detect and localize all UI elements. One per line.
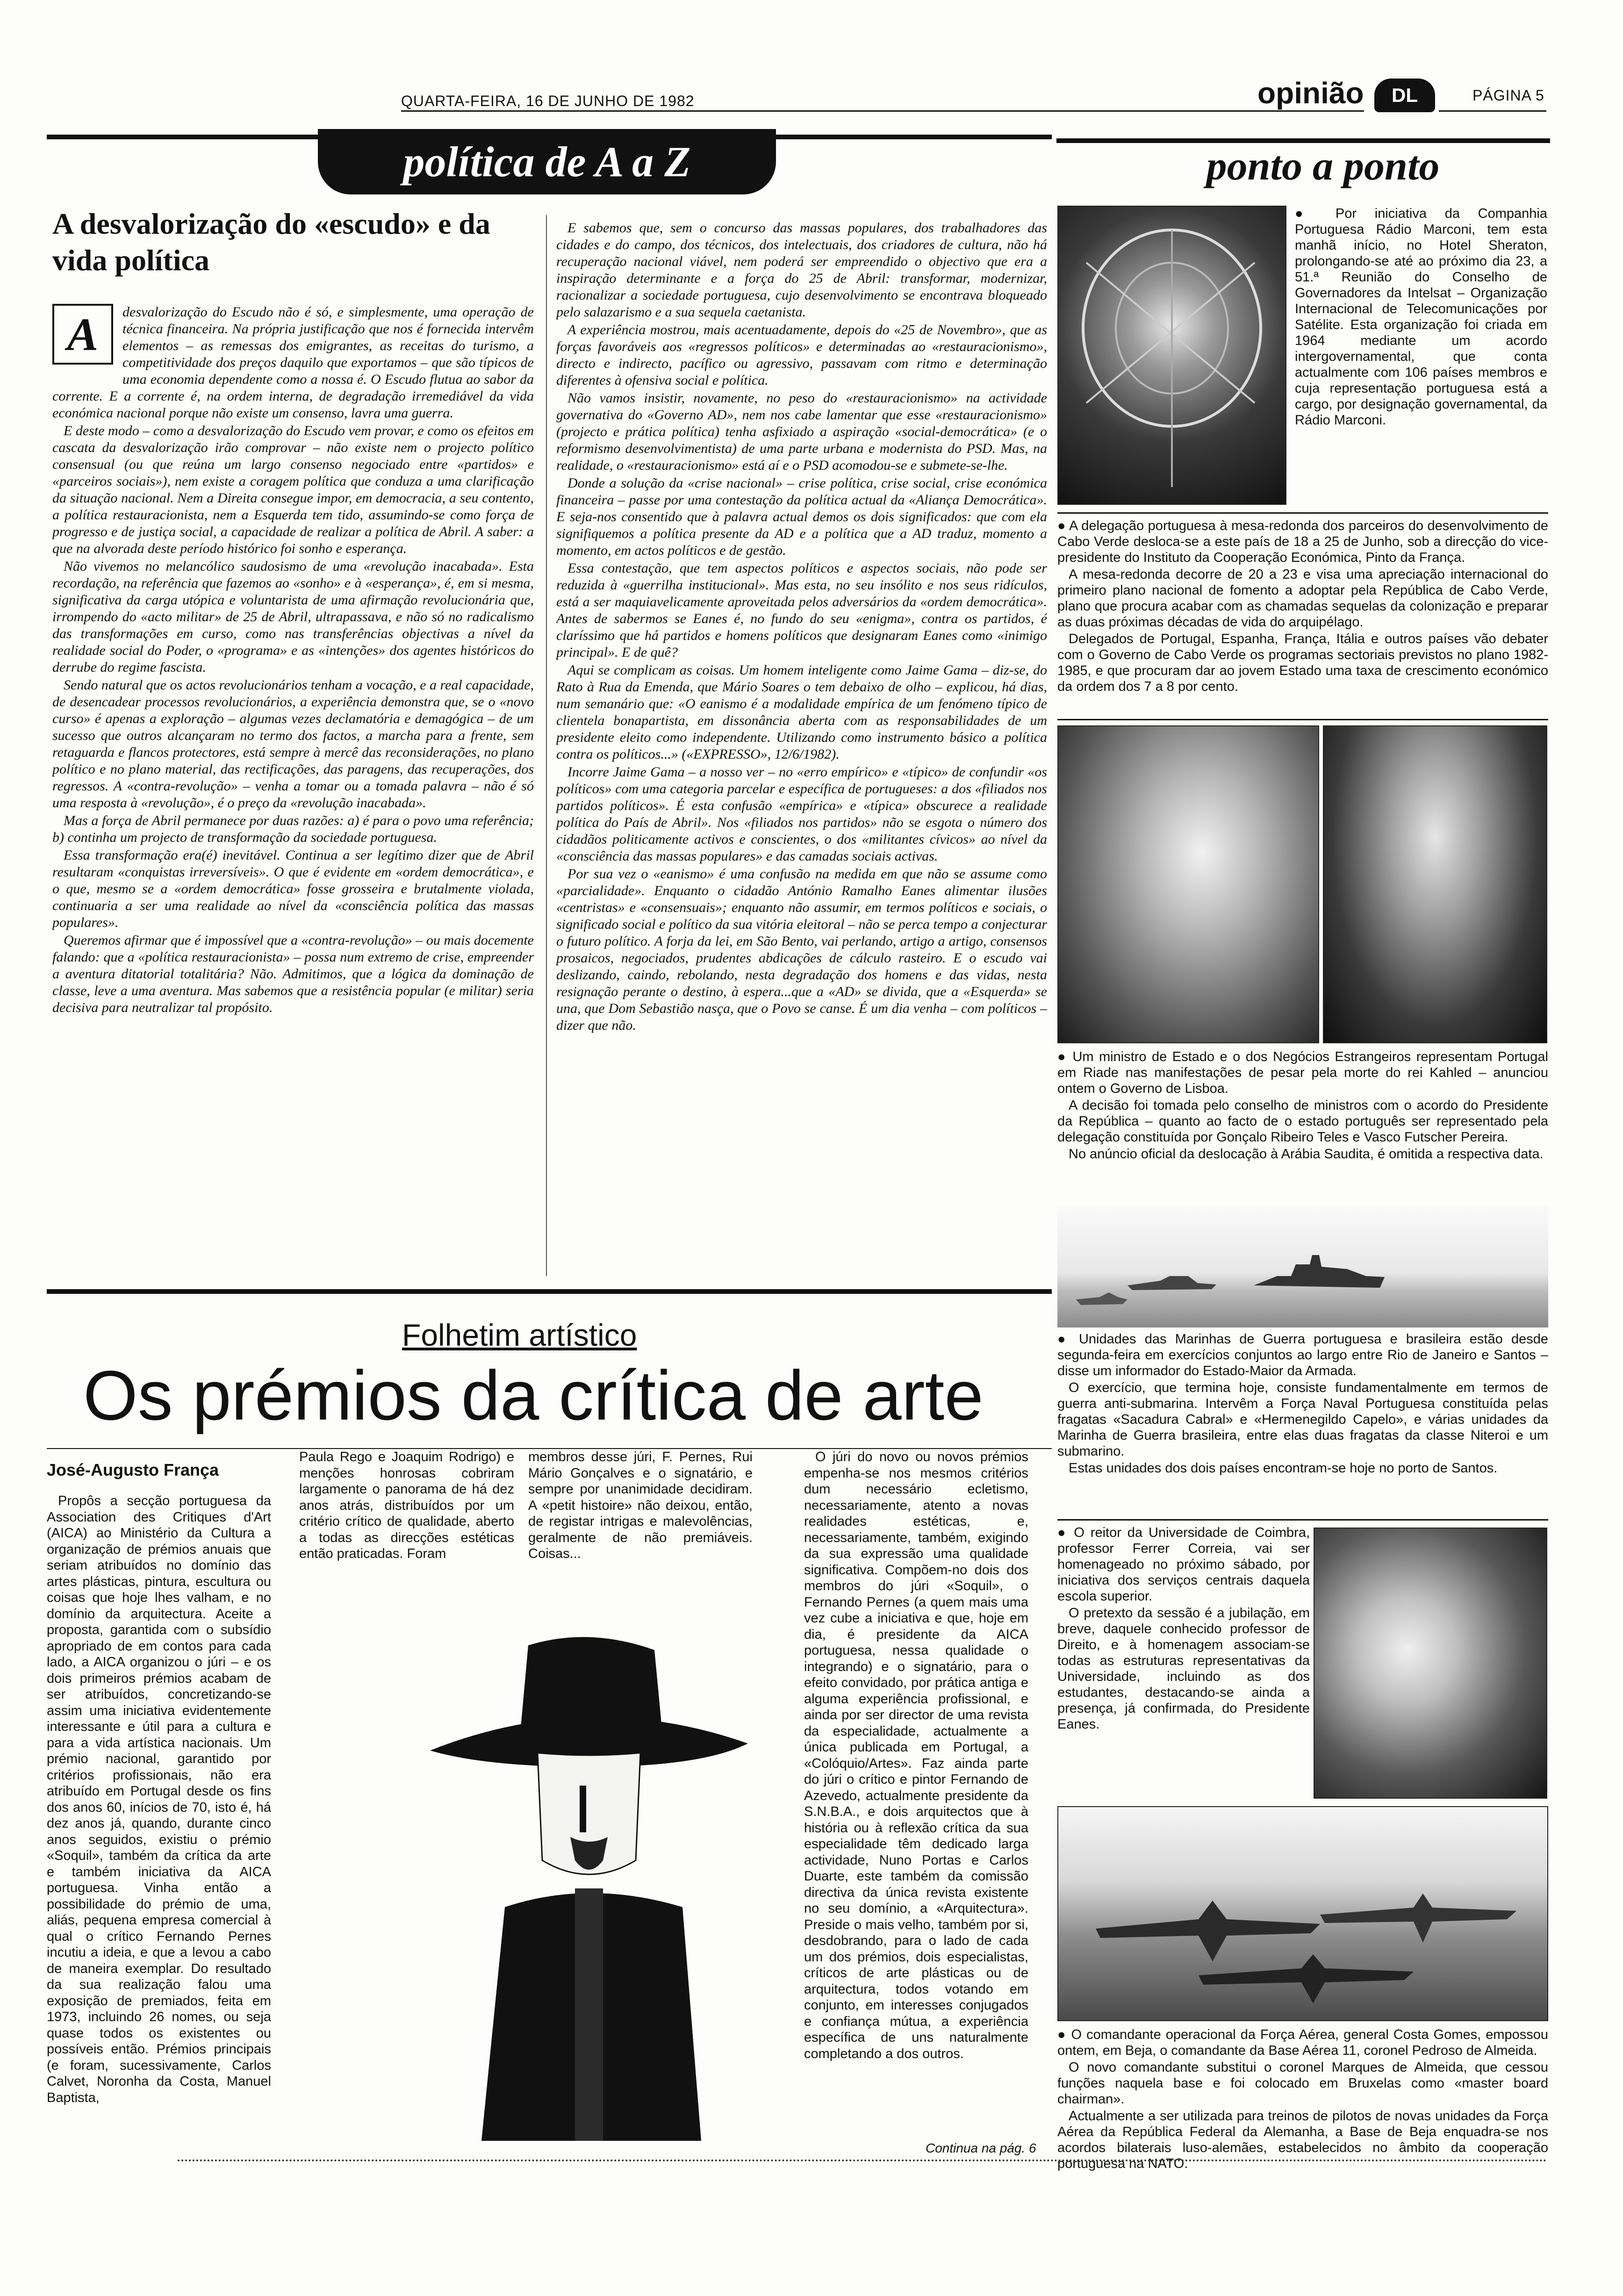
politica-c2-p3: Não vamos insistir, novamente, no peso do «restauracionismo» na actividade governativa do «Governo AD», nem nos cabe lamentar que esse «restauracionismo» (projecto e prática política) tenha asfixiado a aspiração «social-democrática» (e o reformismo desenvolvimentista) de uma parte urbana e modernista do PSD. Mas, na realidade, o «restauracionismo» está aí e o PSD acomodou-se e submete-se-lhe. bbox=[556, 390, 1047, 473]
ponto-item-5-p1: ● O reitor da Universidade de Coimbra, professor Ferrer Correia, vai ser homenageado no próximo sábado, por iniciativa dos serviços centrais daquela escola superior. bbox=[1057, 1525, 1310, 1604]
ponto-item-1-text: ● Por iniciativa da Companhia Portuguesa Rádio Marconi, tem esta manhã início, no Hotel Sheraton, prolongando-se até ao próximo dia 23, a 51.ª Reunião do Conselho de Governadores da Intelsat – Organização Internacional de Telecomunicações por Satélite. Esta organização foi criada em 1964 mediante um acordo intergovernamental, que conta actualmente com 106 países membros e cuja representação portuguesa está a cargo, por designação governamental, da Rádio Marconi. bbox=[1295, 206, 1547, 428]
man-in-hat-graphic bbox=[421, 1617, 757, 2150]
folhetim-kicker: Folhetim artístico bbox=[402, 1318, 637, 1352]
warships-photo bbox=[1057, 1206, 1548, 1327]
ponto-item-4-p3: Estas unidades dos dois países encontram-se hoje no porto de Santos. bbox=[1069, 1461, 1498, 1476]
ponto-rule-4 bbox=[1057, 1519, 1548, 1521]
satellite-antenna-photo bbox=[1057, 206, 1286, 505]
ponto-item-3 bbox=[1057, 1049, 1548, 1163]
minister-portrait-photo-right bbox=[1323, 725, 1547, 1043]
politica-c1-p7: Queremos afirmar que é impossível que a «contra-revolução» – ou mais docemente falando: que a «política restauracionista» – possa num extremo de crise, empreender a aventura ditatorial totalitária? Não. Admitimos, que a lógica da dominação de classe, leve a uma aventura. Mas sabemos que a resistência popular (e militar) seria decisiva para neutralizar tal propósito. bbox=[52, 933, 534, 1015]
ponto-item-3-p3: No anúncio oficial da deslocação à Arábia Saudita, é omitida a respectiva data. bbox=[1069, 1147, 1544, 1162]
ponto-item-3-p1: ● Um ministro de Estado e o dos Negócios Estrangeiros representam Portugal em Riade nas manifestações de pesar pela morte do rei Kahled – anunciou ontem o Governo de Lisboa. bbox=[1057, 1049, 1548, 1097]
antenna-graphic bbox=[1058, 207, 1285, 504]
politica-headline: A desvalorização do «escudo» e da vida política bbox=[52, 207, 490, 277]
ponto-banner: ponto a ponto bbox=[1206, 144, 1440, 189]
folhetim-column-3: membros desse júri, F. Pernes, Rui Mário Gonçalves e o signatário, e sempre por unanimidade decidiram. A «petit histoire» não deixou, então, de registar intrigas e malevolências, geralmente de não premiáveis. Coisas... bbox=[528, 1449, 753, 1561]
politica-column-divider bbox=[546, 215, 547, 1276]
ponto-item-5 bbox=[1057, 1525, 1310, 1733]
politica-c1-p2: E deste modo – como a desvalorização do Escudo vem provar, e como os efeitos em cascata da desvalorização irão comprovar – não existe nem o projecto político consensual (ou que reúna um largo consenso negociado entre «partidos» e «parceiros sociais»), nem existe a coragem política que conduza a uma clarificação da situação nacional. Nem a Direita consegue impor, em democracia, a seu contento, a política restauracionista, nem a Esquerda tem tido, assumindo-se como força de progresso e de justiça social, a capacidade de realizar a política de Abril. A saber: a que na alvorada deste período histórico foi sonho e esperança. bbox=[52, 423, 534, 556]
ponto-item-2-p2: A mesa-redonda decorre de 20 a 23 e visa uma apreciação internacional do primeiro plano nacional de fomento a adoptar pela República de Cabo Verde, plano que procura acabar com as chamadas sequelas da colonização e preparar as duas próximas décadas de vida do arquipélago. bbox=[1057, 567, 1548, 630]
politica-c1-p1: desvalorização do Escudo não é só, e simplesmente, uma operação de técnica financeira. Na própria justificação que nos é fornecida intervêm elementos – as remessas dos emigrantes, as receitas do turismo, a competitividade dos preços daquilo que exportamos – que são típicos de uma economia dependente como a nossa é. O Escudo flutua ao sabor da corrente. E a corrente é, na ordem interna, de degradação irremediável da vida económica nacional porque não existe um consenso, lavra uma guerra. bbox=[52, 304, 534, 421]
aircraft-graphic bbox=[1058, 1807, 1547, 2020]
politica-c2-p5: Essa contestação, que tem aspectos políticos e aspectos sociais, não pode ser reduzida à «guerrilha institucional». Mas esta, no seu insólito e nos seus ridículos, está a ser maquiavelicamente aproveitada pelos adversários da «ordem democrática». Antes de sabermos se Eanes é, no fundo do seu «enigma», contra os partidos, é claríssimo que há partidos e homens políticos que designaram Eanes como «inimigo principal». E de quê? bbox=[556, 560, 1047, 660]
ponto-item-2-p1: ● A delegação portuguesa à mesa-redonda dos parceiros do desenvolvimento de Cabo Verde desloca-se a este país de 18 a 25 de Junho, sob a direcção do vice-presidente do Instituto da Cooperação Económica, Pinto da França. bbox=[1057, 518, 1548, 566]
ponto-rule-1 bbox=[1057, 512, 1548, 514]
politica-c1-p6: Essa transformação era(é) inevitável. Continua a ser legítimo dizer que de Abril resultaram «conquistas irreversíveis». O que é evidente em «ordem democrática», e o que, mesmo se a «ordem democrática» fosse grosseira e brutalmente violada, continuaria a ser uma realidade ao nível da «consciência política das massas populares». bbox=[52, 847, 534, 930]
ponto-item-4-p1: ● Unidades das Marinhas de Guerra portuguesa e brasileira estão desde segunda-feira em exercícios conjuntos ao largo entre Rio de Janeiro e Santos – disse um informador do Estado-Maior da Armada. bbox=[1057, 1331, 1548, 1379]
politica-column-1 bbox=[52, 304, 534, 1281]
politica-c1-p3: Não vivemos no melancólico saudosismo de uma «revolução inacabada». Esta recordação, na referência que fazemos ao «sonho» e à «esperança», é, em si mesma, significativa da carga utópica e voluntarista de uma afirmação revolucionária que, irrompendo do «acto militar» de 25 de Abril, ultrapassava, e não só no radicalismo das transformações em curso, como nas transferências objectivas a nível da realidade social do Poder, o «programa» e as «intenções» dos agentes históricos do derrube do regime fascista. bbox=[52, 559, 534, 675]
politica-c2-p1: E sabemos que, sem o concurso das massas populares, dos trabalhadores das cidades e do campo, dos técnicos, dos intelectuais, dos criadores de cultura, não há recuperação nacional viável, nem poderá ser empreendido o objectivo que era a inspiração determinante e a força do 25 de Abril: transformar, modernizar, racionalizar a sociedade portuguesa, cujo desenvolvimento se encontrava bloqueado pelo salazarismo e a sua sequela caetanista. bbox=[556, 220, 1047, 320]
folhetim-column-2: Paula Rego e Joaquim Rodrigo) e menções honrosas cobriram largamente o panorama de há dez anos atrás, distribuídos por um critério crítico de qualidade, aberto a todas as direcções estéticas então praticadas. Foram bbox=[299, 1449, 514, 1561]
ponto-item-5-p2: O pretexto da sessão é a jubilação, em breve, daquele conhecido professor de Direito, e à homenagem associam-se todas as estruturas representativas da Universidade, incluindo as dos estudantes, destacando-se ainda a presença, já confirmada, do Presidente Eanes. bbox=[1057, 1606, 1310, 1732]
politica-c2-p2: A experiência mostrou, mais acentuadamente, depois do «25 de Novembro», que as forças favoráveis aos «regressos políticos» e determinadas ao «restauracionismo», directo e indirecto, pacífico ou agressivo, passavam com ritmo e determinação diferentes à ofensiva social e política. bbox=[556, 322, 1047, 388]
ponto-item-2-p3: Delegados de Portugal, Espanha, França, Itália e outros países vão debater com o Governo de Cabo Verde os programas sectoriais previstos no plano 1982-1985, e que procuram dar ao jovem Estado uma taxa de crescimento económico da ordem dos 7 a 8 por cento. bbox=[1057, 631, 1548, 694]
folhetim-author: José-Augusto França bbox=[47, 1460, 219, 1479]
ponto-item-1 bbox=[1295, 206, 1547, 428]
section-name: opinião bbox=[1257, 76, 1364, 110]
logo-text: DL bbox=[1392, 84, 1418, 106]
professor-portrait-photo bbox=[1314, 1528, 1547, 1799]
politica-c2-p4: Donde a solução da «crise nacional» – crise política, crise social, crise económica financeira – passe por uma contestação da política actual da «Aliança Democrática». E seja-nos consentido que à palavra actual demos os dois significados: que com ela signifiquemos a política presente da AD e a política que a AD traduz, momento a momento, em actos políticos e de gestão. bbox=[556, 475, 1047, 558]
ponto-item-3-p2: A decisão foi tomada pelo conselho de ministros com o acordo do Presidente da República – quanto ao facto de o estado português ser representado pela delegação constituída por Gonçalo Ribeiro Teles e Vasco Futscher Pereira. bbox=[1057, 1098, 1548, 1145]
politica-c1-p5: Mas a força de Abril permanece por duas razões: a) é para o povo uma referência; b) continha um projecto de transformação da sociedade portuguesa. bbox=[52, 813, 534, 845]
continues-note: Continua na pág. 6 bbox=[926, 2141, 1036, 2155]
page-number: PÁGINA 5 bbox=[1472, 87, 1544, 104]
ships-graphic bbox=[1057, 1206, 1548, 1327]
politica-c2-p7: Incorre Jaime Gama – a nosso ver – no «erro empírico» e «típico» de confundir «os políticos» com uma categoria parcelar e específica de portugueses: a dos «filiados nos partidos políticos». É esta confusão «empírica» e «típica» obscurece a realidade política do País de Abril». Nos «filiados nos partidos» não se esgota o número dos cidadãos politicamente activos e conscientes, o dos «militantes cívicos» ao nível da «consciência das massas populares» e das camadas sociais activas. bbox=[556, 764, 1047, 864]
header-rule bbox=[401, 110, 1364, 112]
newspaper-logo bbox=[1374, 79, 1435, 112]
ponto-item-6-p1: ● O comandante operacional da Força Aérea, general Costa Gomes, empossou ontem, em Beja, o comandante da Base Aérea 11, coronel Pedroso de Almeida. bbox=[1057, 2027, 1548, 2059]
airbase-photo bbox=[1057, 1806, 1548, 2021]
ponto-item-4 bbox=[1057, 1331, 1548, 1477]
header-rule-right bbox=[1439, 110, 1546, 112]
folhetim-column-4: O júri do novo ou novos prémios empenha-se nos mesmos critérios dum necessário ecletismo, necessariamente, atento a novas realidades estéticas, e, necessariamente, também, exigindo da sua expressão uma qualidade significativa. Compõem-no dois dos membros do júri «Soquil», o Fernando Pernes (a quem mais uma vez cube a iniciativa e que, hoje em dia, é presidente da AICA portuguesa, nessa qualidade o integrando) e o signatário, para o efeito convidado, por prática antiga e alguma experiência profissional, e ainda por ser director de uma revista da especialidade, actualmente a única publicada em Portugal, a «Colóquio/Artes». Faz ainda parte do júri o crítico e pintor Fernando de Azevedo, actualmente presidente da S.N.B.A., e dois arquitectos que à história ou à reflexão crítica da sua especialidade têm dedicado larga actividade, Nuno Portas e Carlos Duarte, este também da comissão directiva da única revista existente no seu domínio, a «Arquitectura». Preside o mais velho, também por si, desdobrando, para o lado de cada um dos prémios, dois especialistas, críticos de arte plásticas ou de arquitectura, todos votando em conjunto, em interesses conjugados e confiança mútua, a experiência específica de uns naturalmente completando a dos outros. bbox=[804, 1449, 1028, 2061]
man-in-hat-illustration bbox=[421, 1617, 757, 2150]
dropcap-letter: A bbox=[67, 309, 99, 360]
folhetim-headline: Os prémios da crítica de arte bbox=[83, 1356, 984, 1435]
ponto-item-4-p2: O exercício, que termina hoje, consiste fundamentalmente em termos de guerra anti-submarina. Intervêm a Força Naval Portuguesa constituída pelas fragatas «Sacadura Cabral» e «Hermenegildo Capelo», e várias unidades da Marinha de Guerra brasileira, entre elas duas fragatas da classe Niteroi e um submarino. bbox=[1057, 1380, 1548, 1459]
politica-c2-p8: Por sua vez o «eanismo» é uma confusão na medida em que não se assume como «parcialidade». Enquanto o cidadão António Ramalho Eanes alimentar ilusões «centristas» e «consensuais»; enquanto não assumir, em termos políticos e sociais, o significado social e político da sua vitória eleitoral – não se perca tempo a conjecturar o futuro político. A forja da lei, em São Bento, vai perlando, artigo a artigo, consensos prosaicos, negociados, prudentes abdicações de cálculo rasteiro. E o escudo vai deslizando, caindo, rebolando, nesta degradação dos homens e das vidas, nesta resignação perante o destino, à espera...que a «AD» se divida, que a «Esquerda» se una, que Dom Sebastião nasça, que o Povo se canse. É um dia venha – com políticos – dizer que não. bbox=[556, 866, 1047, 1033]
politica-column-2 bbox=[556, 220, 1047, 1281]
page-bottom-rule bbox=[178, 2160, 1547, 2161]
ponto-item-6-p2: O novo comandante substitui o coronel Marques de Almeida, que cessou funções naquela base e foi colocado em Bruxelas como «master board chairman». bbox=[1057, 2060, 1548, 2107]
ponto-item-6-p3: Actualmente a ser utilizada para treinos de pilotos de novas unidades da Força Aérea da República Federal da Alemanha, a Base de Beja enquadra-se nos acordos bilaterais luso-alemães, estabelecidos no âmbito da cooperação portuguesa na NATO. bbox=[1057, 2109, 1548, 2171]
politica-banner-text: política de A a Z bbox=[403, 138, 691, 186]
folhetim-column-1: Propôs a secção portuguesa da Association des Critiques d'Art (AICA) ao Ministério da Cultura a organização de prémios anuais que seriam atribuídos no domínio das artes plásticas, pintura, escultura ou coisas que hoje lhes valham, e no domínio da arquitectura. Aceite a proposta, garantida com o subsídio apropriado de em contos para cada lado, a AICA organizou o júri – e os dois primeiros prémios acabam de ser atribuídos, concretizando-se assim uma iniciativa evidentemente interessante e útil para a cultura e para a vida artística nacionais. Um prémio nacional, garantido por critérios profissionais, não era atribuído em Portugal desde os fins dos anos 60, inícios de 70, isto é, há dez anos já, quando, durante cinco anos seguidos, existiu o prémio «Soquil», também da crítica da arte e também iniciativa da AICA portuguesa. Vinha então a possibilidade do prémio de uma, aliás, pequena empresa comercial à qual o crítico Fernando Pernes incutiu a ideia, e que a levou a cabo de maneira exemplar. Do resultado da sua realização falou uma exposição de premiados, feita em 1973, incluindo 26 nomes, ou seja quase todos os existentes ou possíveis então. Prémios principais (e foram, sucessivamente, Carlos Calvet, Noronha da Costa, Manuel Baptista, bbox=[47, 1493, 271, 2105]
ponto-item-6 bbox=[1057, 2027, 1548, 2173]
minister-portrait-photo-left bbox=[1057, 725, 1319, 1043]
page-date: QUARTA-FEIRA, 16 DE JUNHO DE 1982 bbox=[401, 93, 695, 109]
ponto-rule-2 bbox=[1057, 719, 1548, 720]
politica-c2-p6: Aqui se complicam as coisas. Um homem inteligente como Jaime Gama – diz-se, do Rato à Rua da Emenda, que Mário Soares o tem debaixo de olho – explicou, há dias, num semanário que: «O eanismo é a modalidade empírica de um fenómeno típico de clientela bonapartista, em dissonância aberta com as responsabilidades de um presidente eleito como independente. Utilizando como instrumento básico a política contra os políticos...» («EXPRESSO», 12/6/1982). bbox=[556, 662, 1047, 762]
politica-banner bbox=[318, 129, 776, 194]
ponto-item-2 bbox=[1057, 518, 1548, 696]
politica-c1-p4: Sendo natural que os actos revolucionários tenham a vocação, e a real capacidade, de desencadear processos revolucionários, a experiência demonstra que, se o «novo curso» é apenas a exploração – algumas vezes declamatória e demagógica – de um sucesso que outros alcançaram no termo dos factos, a marcha para a frente, sem retaguarda e flancos protectores, está sempre à mercê das reconsiderações, no plano político e no plano material, das rectificações, das paragens, das recuperações, dos regressos. A «contra-revolução» – venha a tomar ou a tomada palavra – não é só uma resposta à «revolução», é o preço da «revolução inacabada». bbox=[52, 677, 534, 811]
